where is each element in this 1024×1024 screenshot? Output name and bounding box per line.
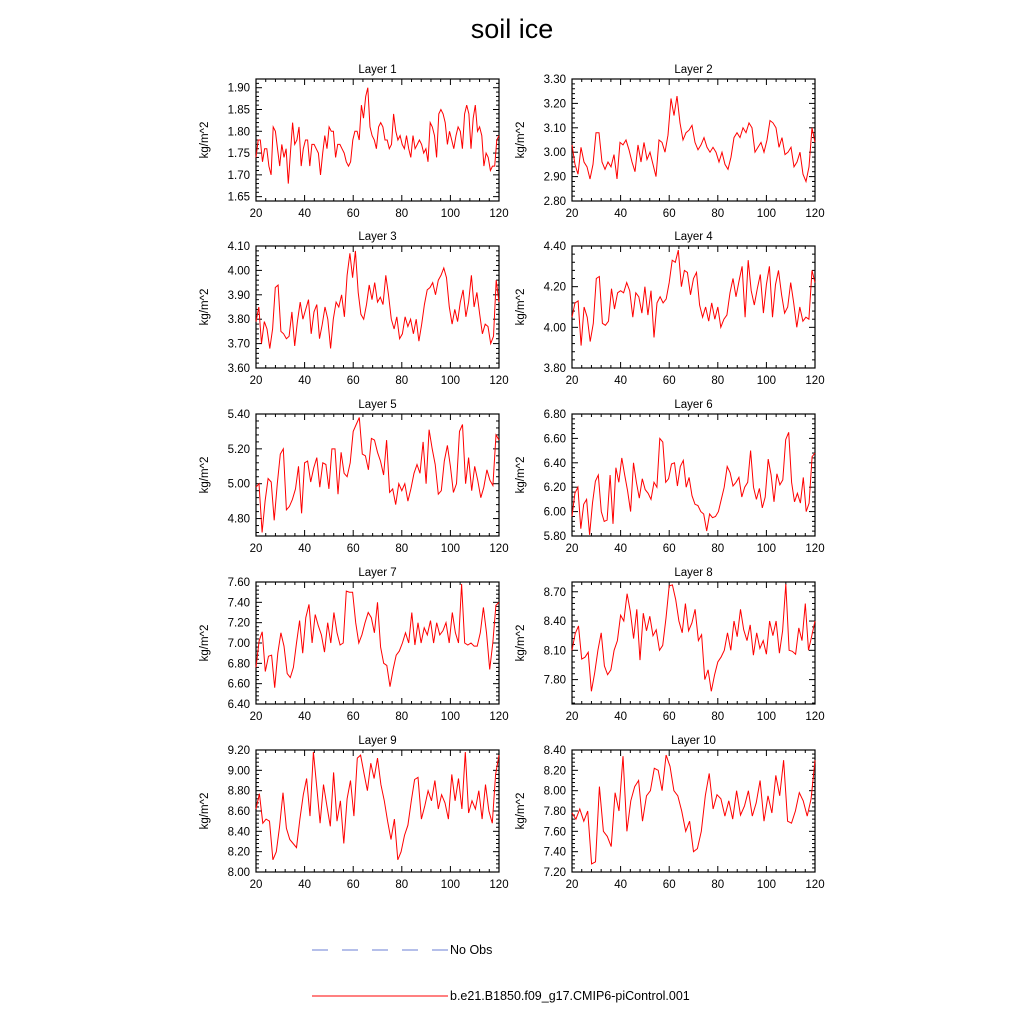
panel-7-ytick-label: 7.40: [227, 597, 250, 610]
panel-10-title: Layer 10: [671, 735, 716, 747]
panel-9-ytick-label: 8.40: [227, 826, 250, 839]
panel-2-ytick-label: 3.20: [543, 98, 566, 111]
panel-6-ytick-label: 6.00: [543, 506, 566, 519]
panel-7-ytick-label: 6.60: [227, 678, 250, 691]
panel-9-ytick-label: 8.60: [227, 806, 250, 818]
panel-2-ytick-label: 3.10: [543, 122, 566, 135]
panel-10-plot-frame: [572, 750, 815, 872]
panel-1-ytick-label: 1.90: [227, 82, 250, 95]
panel-4-plot-frame: [572, 246, 815, 368]
panel-5-xtick-label: 120: [489, 543, 509, 555]
panel-4-ytick-label: 4.00: [543, 322, 566, 335]
panel-5-title: Layer 5: [358, 399, 397, 411]
panel-3-ytick-label: 3.90: [227, 289, 250, 302]
panel-7-ytick-label: 7.60: [227, 577, 250, 589]
panel-1-ytick-label: 1.65: [227, 191, 250, 204]
panel-10-xtick-label: 60: [662, 879, 676, 891]
panel-2-ytick-label: 3.30: [543, 74, 566, 86]
panel-4-xtick-label: 100: [756, 375, 776, 387]
panel-5-ytick-label: 4.80: [227, 513, 250, 526]
panel-3-xtick-label: 60: [346, 375, 360, 387]
panel-4-xtick-label: 40: [614, 375, 627, 387]
panel-2-ytick-label: 3.00: [543, 147, 566, 160]
panel-6-xtick-label: 100: [756, 543, 776, 555]
panel-7-xtick-label: 40: [298, 711, 311, 723]
panel-9-title: Layer 9: [358, 735, 397, 747]
panel-4-xtick-label: 80: [711, 375, 725, 387]
panel-4-title: Layer 4: [674, 231, 713, 243]
panel-1-xtick-label: 40: [298, 208, 311, 220]
panel-8-ylabel: kg/m^2: [515, 624, 527, 662]
panel-6-xtick-label: 40: [614, 543, 627, 555]
panel-10-ylabel: kg/m^2: [515, 792, 527, 830]
panel-7-ytick-label: 7.20: [227, 617, 250, 630]
panel-7-ylabel: kg/m^2: [199, 624, 211, 662]
panel-1-xtick-label: 80: [395, 208, 409, 220]
panel-8-xtick-label: 60: [662, 711, 676, 723]
panel-7-xtick-label: 20: [249, 711, 263, 723]
panel-1-ytick-label: 1.75: [227, 148, 250, 161]
panel-5-xtick-label: 60: [346, 543, 360, 555]
panel-10-xtick-label: 80: [711, 879, 725, 891]
panel-6-series-line: [572, 432, 815, 535]
panel-9-ylabel: kg/m^2: [199, 792, 211, 830]
panel-7-title: Layer 7: [358, 567, 397, 579]
panel-7-xtick-label: 80: [395, 711, 409, 723]
panel-3-xtick-label: 80: [395, 375, 409, 387]
panel-9-xtick-label: 80: [395, 879, 409, 891]
panel-4-ylabel: kg/m^2: [515, 288, 527, 326]
panel-10-xtick-label: 40: [614, 879, 627, 891]
panel-1-ytick-label: 1.70: [227, 169, 250, 182]
panel-4-ytick-label: 4.20: [543, 281, 566, 294]
panel-7-ytick-label: 6.40: [227, 699, 250, 711]
panel-2-xtick-label: 120: [805, 208, 825, 220]
panel-2-ylabel: kg/m^2: [515, 121, 527, 159]
panel-10-xtick-label: 100: [756, 879, 776, 891]
panel-6-ytick-label: 6.60: [543, 433, 566, 446]
panel-1-xtick-label: 100: [440, 208, 460, 220]
panel-5-ytick-label: 5.20: [227, 443, 250, 456]
panel-1-xtick-label: 20: [249, 208, 263, 220]
panel-6-ylabel: kg/m^2: [515, 456, 527, 494]
panel-1-title: Layer 1: [358, 64, 397, 76]
panel-2-xtick-label: 20: [565, 208, 579, 220]
panel-4-ytick-label: 3.80: [543, 363, 566, 375]
panel-8-xtick-label: 80: [711, 711, 725, 723]
panel-3-xtick-label: 120: [489, 375, 509, 387]
panel-5-ytick-label: 5.00: [227, 478, 250, 491]
panel-9-ytick-label: 9.20: [227, 745, 250, 757]
panel-4-xtick-label: 60: [662, 375, 676, 387]
panel-5-ylabel: kg/m^2: [199, 456, 211, 494]
panel-8-xtick-label: 20: [565, 711, 579, 723]
panel-1-xtick-label: 60: [346, 208, 360, 220]
panel-6-xtick-label: 60: [662, 543, 676, 555]
panel-9-ytick-label: 9.00: [227, 765, 250, 778]
panel-7-xtick-label: 60: [346, 711, 360, 723]
panel-5-series-line: [256, 418, 499, 533]
panel-5-xtick-label: 80: [395, 543, 409, 555]
panel-3-ylabel: kg/m^2: [199, 288, 211, 326]
panel-4-xtick-label: 20: [565, 375, 579, 387]
panel-10-series-line: [572, 755, 815, 864]
panel-3-ytick-label: 4.10: [227, 241, 250, 253]
panel-10-ytick-label: 8.00: [543, 785, 566, 798]
panel-2-title: Layer 2: [674, 64, 713, 76]
panel-8-series-line: [572, 584, 815, 691]
legend-label-model: b.e21.B1850.f09_g17.CMIP6-piControl.001: [450, 989, 690, 1003]
panel-9-series-line: [256, 752, 499, 860]
panel-4-xtick-label: 120: [805, 375, 825, 387]
panel-9-xtick-label: 60: [346, 879, 360, 891]
panel-5-xtick-label: 20: [249, 543, 263, 555]
panel-4-ytick-label: 4.40: [543, 241, 566, 253]
panel-6-ytick-label: 6.80: [543, 409, 566, 421]
panel-9-xtick-label: 40: [298, 879, 311, 891]
panel-3-ytick-label: 3.70: [227, 338, 250, 351]
panel-7-ytick-label: 7.00: [227, 638, 250, 650]
panel-2-ytick-label: 2.80: [543, 196, 566, 208]
panel-2-plot-frame: [572, 79, 815, 201]
panel-2-series-line: [572, 96, 815, 181]
panel-3-title: Layer 3: [358, 231, 397, 243]
panel-7-ytick-label: 6.80: [227, 658, 250, 671]
panel-6-ytick-label: 5.80: [543, 531, 566, 543]
chart-title: soil ice: [470, 14, 554, 44]
panel-8-ytick-label: 8.10: [543, 645, 566, 658]
panel-2-xtick-label: 40: [614, 208, 627, 220]
panel-8-ytick-label: 7.80: [543, 674, 566, 687]
panel-10-ytick-label: 7.60: [543, 826, 566, 839]
panel-9-xtick-label: 20: [249, 879, 263, 891]
panel-5-ytick-label: 5.40: [227, 409, 250, 421]
panel-9-ytick-label: 8.00: [227, 867, 250, 879]
panel-7-series-line: [256, 584, 499, 688]
legend-label-no-obs: No Obs: [450, 943, 493, 957]
panel-1-ytick-label: 1.85: [227, 104, 250, 117]
panel-3-ytick-label: 4.00: [227, 265, 250, 278]
panel-8-xtick-label: 100: [756, 711, 776, 723]
panel-9-plot-frame: [256, 750, 499, 872]
panel-3-series-line: [256, 251, 499, 349]
panel-3-ytick-label: 3.60: [227, 363, 250, 375]
panel-6-title: Layer 6: [674, 399, 713, 411]
panel-9-xtick-label: 100: [440, 879, 460, 891]
panel-8-title: Layer 8: [674, 567, 713, 579]
panel-5-xtick-label: 40: [298, 543, 311, 555]
panel-9-ytick-label: 8.80: [227, 785, 250, 798]
panel-1-ytick-label: 1.80: [227, 126, 250, 139]
panel-3-ytick-label: 3.80: [227, 314, 250, 327]
panel-9-xtick-label: 120: [489, 879, 509, 891]
panel-7-xtick-label: 120: [489, 711, 509, 723]
panel-3-xtick-label: 100: [440, 375, 460, 387]
panel-2-xtick-label: 100: [756, 208, 776, 220]
panel-8-xtick-label: 40: [614, 711, 627, 723]
panel-8-ytick-label: 8.40: [543, 616, 566, 629]
panel-6-xtick-label: 20: [565, 543, 579, 555]
panel-6-ytick-label: 6.20: [543, 482, 566, 495]
panel-10-xtick-label: 120: [805, 879, 825, 891]
panel-3-xtick-label: 20: [249, 375, 263, 387]
panel-10-ytick-label: 7.80: [543, 806, 566, 818]
panel-7-xtick-label: 100: [440, 711, 460, 723]
panel-2-xtick-label: 80: [711, 208, 725, 220]
panel-10-xtick-label: 20: [565, 879, 579, 891]
panel-1-xtick-label: 120: [489, 208, 509, 220]
panel-9-ytick-label: 8.20: [227, 846, 250, 859]
panel-10-ytick-label: 8.20: [543, 765, 566, 778]
panel-10-ytick-label: 7.40: [543, 846, 566, 859]
panel-8-ytick-label: 8.70: [543, 586, 566, 599]
panel-10-ytick-label: 7.20: [543, 867, 566, 879]
panel-3-xtick-label: 40: [298, 375, 311, 387]
panel-2-ytick-label: 2.90: [543, 171, 566, 184]
panel-2-xtick-label: 60: [662, 208, 676, 220]
panel-6-ytick-label: 6.40: [543, 457, 566, 470]
panel-6-xtick-label: 120: [805, 543, 825, 555]
panel-1-series-line: [256, 88, 499, 184]
panel-6-xtick-label: 80: [711, 543, 725, 555]
panel-8-xtick-label: 120: [805, 711, 825, 723]
panel-10-ytick-label: 8.40: [543, 745, 566, 757]
panel-6-plot-frame: [572, 414, 815, 536]
panel-1-ylabel: kg/m^2: [199, 121, 211, 159]
panel-3-plot-frame: [256, 246, 499, 368]
panel-5-xtick-label: 100: [440, 543, 460, 555]
panel-4-series-line: [572, 250, 815, 346]
